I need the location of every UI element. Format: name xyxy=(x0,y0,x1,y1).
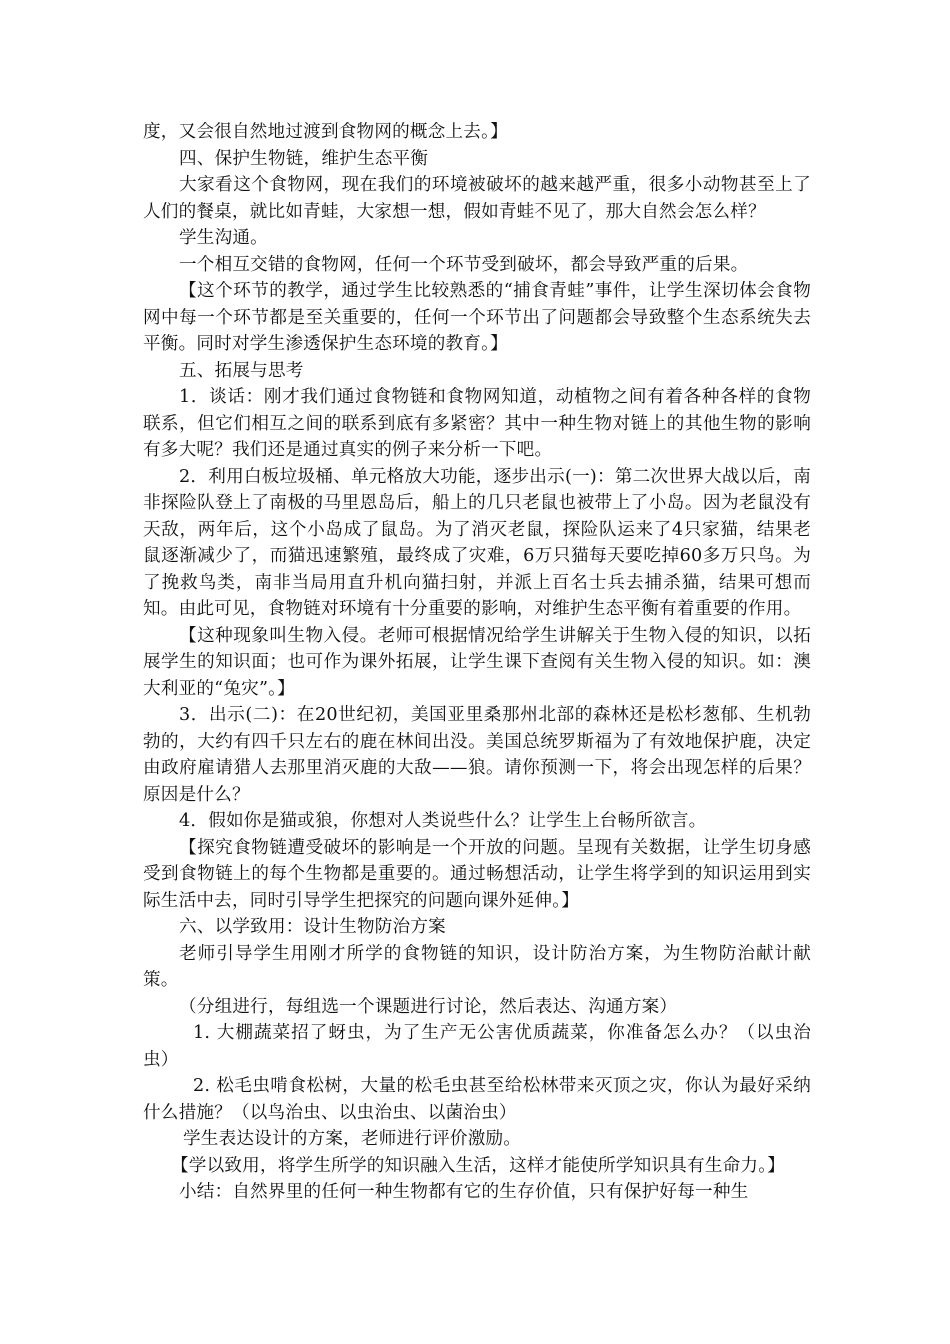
document-body xyxy=(143,119,811,1206)
section-heading-5: 五、拓展与思考 xyxy=(179,360,304,381)
commentary-paragraph: 【探究食物链遭受破坏的影响是一个开放的问题。呈现有关数据，让学生切身感受到食物链上的每个生物都是重要的。通过畅想活动，让学生将学到的知识运用到实际生活中去，同时引导学生把探究的问题向课外延伸。】 xyxy=(143,837,811,911)
paragraph: （分组进行，每组选一个课题进行讨论，然后表达、沟通方案） xyxy=(179,996,678,1017)
summary-paragraph: 小结：自然界里的任何一种生物都有它的生存价值，只有保护好每一种生 xyxy=(179,1182,749,1202)
paragraph: 老师引导学生用刚才所学的食物链的知识，设计防治方案，为生物防治献计献策。 xyxy=(143,943,811,990)
list-item: 1．谈话：刚才我们通过食物链和食物网知道，动植物之间有着各种各样的食物联系，但它们相互之间的联系到底有多紧密？其中一种生物对链上的其他生物的影响有多大呢？我们还是通过真实的例子来分析一下吧。 xyxy=(143,387,811,460)
paragraph: 大家看这个食物网，现在我们的环境被破坏的越来越严重，很多小动物甚至上了人们的餐桌，就比如青蛙，大家想一想，假如青蛙不见了，那大自然会怎么样？ xyxy=(143,175,811,222)
section-heading-4: 四、保护生物链，维护生态平衡 xyxy=(179,148,429,169)
section-heading-6: 六、以学致用：设计生物防治方案 xyxy=(179,917,446,937)
paragraph-continuation: 度，又会很自然地过渡到食物网的概念上去。】 xyxy=(143,122,508,142)
commentary-paragraph: 【这种现象叫生物入侵。老师可根据情况给学生讲解关于生物入侵的知识，以拓展学生的知识面；也可作为课外拓展，让学生课下查阅有关生物入侵的知识。如：澳大利亚的“兔灾”。】 xyxy=(143,625,811,699)
list-item: 4．假如你是猫或狼，你想对人类说些什么？让学生上台畅所欲言。 xyxy=(179,811,707,831)
paragraph: 学生表达设计的方案，老师进行评价激励。 xyxy=(183,1129,522,1149)
commentary-paragraph: 【这个环节的教学，通过学生比较熟悉的“捕食青蛙”事件，让学生深切体会食物网中每一个环节都是至关重要的，任何一个环节出了问题都会导致整个生态系统失去平衡。同时对学生渗透保护生态环境的教育。】 xyxy=(143,281,811,354)
paragraph: 一个相互交错的食物网，任何一个环节受到破坏，都会导致严重的后果。 xyxy=(179,254,749,275)
commentary-paragraph: 【学以致用，将学生所学的知识融入生活，这样才能使所学知识具有生命力。】 xyxy=(171,1155,785,1176)
paragraph: 学生沟通。 xyxy=(179,228,268,248)
list-item: 1. 大棚蔬菜招了蚜虫，为了生产无公害优质蔬菜，你准备怎么办？（以虫治虫） xyxy=(143,1023,811,1070)
list-item: 2．利用白板垃圾桶、单元格放大功能，逐步出示(一)：第二次世界大战以后，南非探险队登上了南极的马里恩岛后，船上的几只老鼠也被带上了小岛。因为老鼠没有天敌，两年后，这个小岛成了鼠岛。为了消灭老鼠，探险队运来了4只家猫，结果老鼠逐渐减少了，而猫迅速繁殖，最终成了灾难，6万只猫每天要吃掉60多万只鸟。为了挽救鸟类，南非当局用直升机向猫扫射，并派上百名士兵去捕杀猫，结果可想而知。由此可见，食物链对环境有十分重要的影响，对维护生态平衡有着重要的作用。 xyxy=(143,466,811,619)
list-item: 2. 松毛虫啃食松树，大量的松毛虫甚至给松林带来灭顶之灾，你认为最好采纳什么措施？（以鸟治虫、以虫治虫、以菌治虫） xyxy=(143,1076,811,1123)
list-item: 3．出示(二)：在20世纪初，美国亚里桑那州北部的森林还是松杉葱郁、生机勃勃的，大约有四千只左右的鹿在林间出没。美国总统罗斯福为了有效地保护鹿，决定由政府雇请猎人去那里消灭鹿的大敌——狼。请你预测一下，将会出现怎样的后果？原因是什么？ xyxy=(143,705,811,805)
